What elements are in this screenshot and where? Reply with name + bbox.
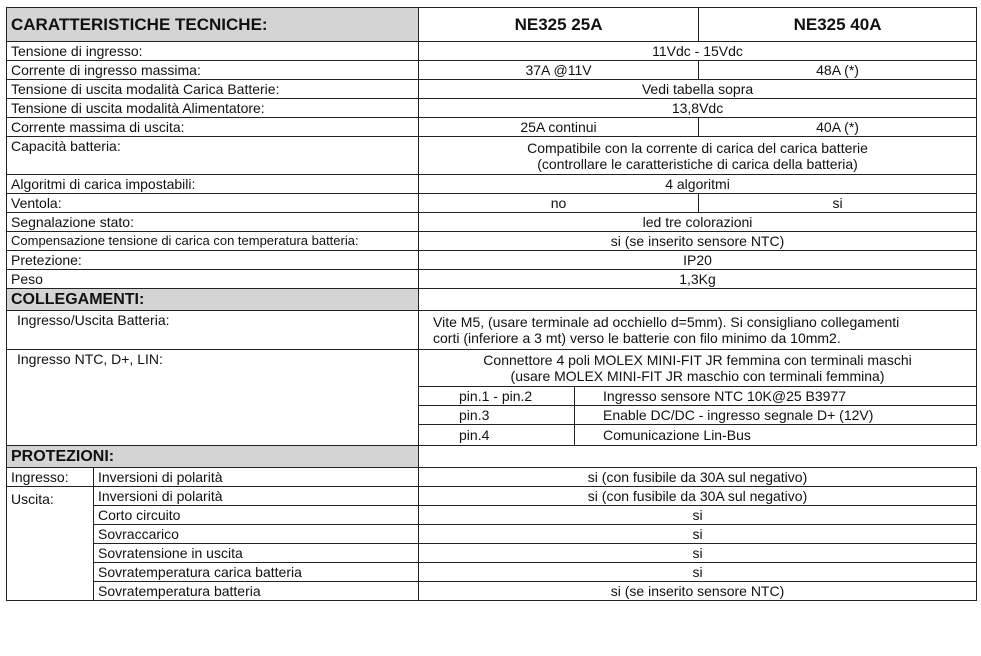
- spec-value-b: 48A (*): [699, 61, 977, 80]
- pin-label: pin.1 - pin.2: [419, 387, 575, 406]
- protection-row-output: [7, 544, 977, 563]
- spec-sheet: [6, 7, 977, 601]
- protection-value: si: [419, 506, 977, 525]
- spec-value: Vedi tabella sopra: [419, 80, 977, 99]
- spec-label: Compensazione tensione di carica con temperatura batteria:: [7, 232, 419, 251]
- protection-label: Sovratensione in uscita: [94, 544, 419, 563]
- protection-label: Sovraccarico: [94, 525, 419, 544]
- protection-label: Sovratemperatura carica batteria: [94, 563, 419, 582]
- connection-row-ntc: [7, 350, 977, 387]
- connection-value-line: Vite M5, (usare terminale ad occhiello d=5mm). Si consigliano collegamenti: [433, 314, 900, 330]
- spec-value-a: 37A @11V: [419, 61, 699, 80]
- connection-label: Ingresso NTC, D+, LIN:: [7, 350, 419, 446]
- spec-value: 11Vdc - 15Vdc: [419, 42, 977, 61]
- spec-label: Corrente di ingresso massima:: [7, 61, 419, 80]
- spec-label: Peso: [7, 270, 419, 289]
- protection-row-output: [7, 525, 977, 544]
- connection-row-battery: [7, 311, 977, 350]
- section-title-specs: CARATTERISTICHE TECNICHE:: [7, 8, 419, 42]
- spec-value: 4 algoritmi: [419, 175, 977, 194]
- spec-value-a: 25A continui: [419, 118, 699, 137]
- connection-label: Ingresso/Uscita Batteria:: [7, 311, 419, 350]
- protection-row-output: [7, 582, 977, 601]
- pin-desc: Ingresso sensore NTC 10K@25 B3977: [575, 387, 977, 406]
- connection-value-line: corti (inferiore a 3 mt) verso le batterie con filo minimo da 10mm2.: [433, 330, 841, 346]
- protection-value: si (con fusibile da 30A sul negativo): [419, 487, 977, 506]
- protection-row-input: [7, 468, 977, 487]
- section-row-connections: [7, 289, 977, 311]
- spec-label: Ventola:: [7, 194, 419, 213]
- spec-label: Capacità batteria:: [7, 137, 419, 175]
- spec-value-a: no: [419, 194, 699, 213]
- spec-table: [6, 7, 977, 601]
- spec-value: 13,8Vdc: [419, 99, 977, 118]
- spec-row-charger-output-voltage: [7, 80, 977, 99]
- spec-label: Tensione di uscita modalità Alimentatore:: [7, 99, 419, 118]
- protection-value: si: [419, 544, 977, 563]
- spec-row-max-input-current: [7, 61, 977, 80]
- protection-row-output: [7, 487, 977, 506]
- connection-value-line: Connettore 4 poli MOLEX MINI-FIT JR femmina con terminali maschi: [483, 352, 912, 368]
- protection-row-output: [7, 563, 977, 582]
- spec-label: Tensione di ingresso:: [7, 42, 419, 61]
- protection-row-output: [7, 506, 977, 525]
- protection-group-label: Ingresso:: [7, 468, 94, 487]
- model-a-header: NE325 25A: [419, 8, 699, 42]
- spec-value-line: Compatibile con la corrente di carica del carica batterie: [527, 139, 868, 156]
- section-title-filler: [419, 446, 977, 468]
- section-title-connections: COLLEGAMENTI:: [7, 289, 419, 311]
- spec-row-battery-capacity: [7, 137, 977, 175]
- section-row-protections: [7, 446, 977, 468]
- pin-desc: Comunicazione Lin-Bus: [575, 425, 977, 446]
- protection-group-label: Uscita:: [7, 487, 94, 601]
- spec-label: Tensione di uscita modalità Carica Batterie:: [7, 80, 419, 99]
- spec-label: Pretezione:: [7, 251, 419, 270]
- spec-value: [419, 137, 977, 175]
- spec-value: led tre colorazioni: [419, 213, 977, 232]
- protection-value: si: [419, 525, 977, 544]
- spec-row-charge-algorithms: [7, 175, 977, 194]
- spec-row-status-signal: [7, 213, 977, 232]
- connection-value: [419, 311, 977, 350]
- spec-row-fan: [7, 194, 977, 213]
- pin-desc: Enable DC/DC - ingresso segnale D+ (12V): [575, 406, 977, 425]
- protection-label: Inversioni di polarità: [94, 487, 419, 506]
- model-b-header: NE325 40A: [699, 8, 977, 42]
- header-row: [7, 8, 977, 42]
- connection-value-line: (usare MOLEX MINI-FIT JR maschio con terminali femmina): [510, 368, 885, 384]
- connection-value: [419, 350, 977, 387]
- protection-label: Inversioni di polarità: [94, 468, 419, 487]
- section-title-protections: PROTEZIONI:: [7, 446, 419, 468]
- spec-row-temp-compensation: [7, 232, 977, 251]
- spec-label: Segnalazione stato:: [7, 213, 419, 232]
- protection-value: si (con fusibile da 30A sul negativo): [419, 468, 977, 487]
- spec-label: Algoritmi di carica impostabili:: [7, 175, 419, 194]
- spec-row-psu-output-voltage: [7, 99, 977, 118]
- spec-row-input-voltage: [7, 42, 977, 61]
- pin-label: pin.3: [419, 406, 575, 425]
- spec-value: 1,3Kg: [419, 270, 977, 289]
- protection-value: si (se inserito sensore NTC): [419, 582, 977, 601]
- spec-row-max-output-current: [7, 118, 977, 137]
- spec-value: IP20: [419, 251, 977, 270]
- spec-value-b: si: [699, 194, 977, 213]
- spec-value-b: 40A (*): [699, 118, 977, 137]
- section-title-filler: [419, 289, 977, 311]
- protection-label: Sovratemperatura batteria: [94, 582, 419, 601]
- spec-value: si (se inserito sensore NTC): [419, 232, 977, 251]
- protection-label: Corto circuito: [94, 506, 419, 525]
- spec-value-line: (controllare le caratteristiche di carica della batteria): [537, 155, 858, 172]
- spec-row-weight: [7, 270, 977, 289]
- pin-label: pin.4: [419, 425, 575, 446]
- spec-label: Corrente massima di uscita:: [7, 118, 419, 137]
- protection-value: si: [419, 563, 977, 582]
- spec-row-protection: [7, 251, 977, 270]
